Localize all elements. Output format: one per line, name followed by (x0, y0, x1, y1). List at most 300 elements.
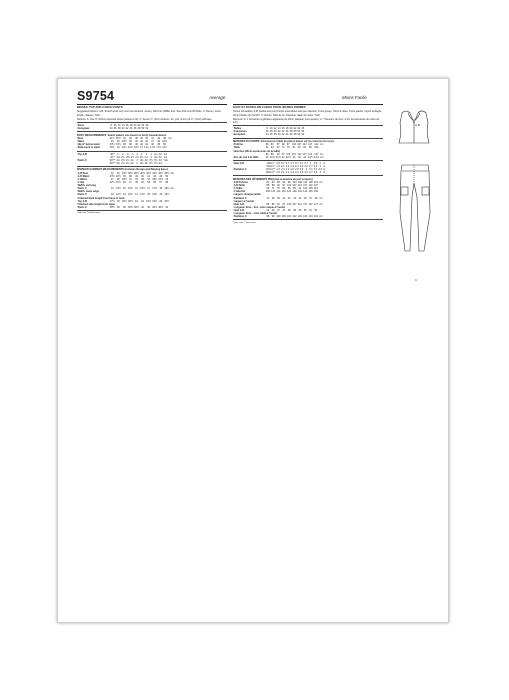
table-cell: m (323, 171, 326, 175)
table-cell: 102 (286, 152, 291, 156)
table-cell: 37 (151, 140, 154, 144)
table-cell: 3,3 (318, 168, 322, 172)
table-cell: 3½ (149, 161, 153, 165)
table-cell: 17 (147, 187, 150, 191)
table-cell: 40½ (158, 205, 164, 209)
table-cell: ¾ (121, 152, 125, 156)
table-cell: 39½ (127, 205, 133, 209)
table-cell: 31½ (109, 137, 115, 141)
table-cell: 15½ (127, 187, 133, 191)
table-cell: 41 (282, 196, 286, 200)
table-cell: 2,1 (281, 164, 285, 168)
fabrics-text: Suggested Fabrics: A,B: Stretch knits only such as Interlock, Jersey, Rib Knit, Waffle Knit. See Pick-A-Knit® Rule. C: Denim, Linen, Poplin, Sateen, Twill. (77, 110, 222, 117)
table-cell: 99 (271, 215, 275, 219)
mesures-corps-table (233, 143, 324, 158)
table-cell: 71 (281, 146, 285, 150)
table-cell: cm (319, 215, 323, 219)
table-cell: 3 (319, 171, 321, 175)
table-cell: 50 (163, 143, 167, 147)
table-cell: 36 (129, 137, 132, 141)
table-cell: 2⅝ (135, 155, 139, 159)
table-cell: cm (319, 152, 324, 156)
row-label: Waist (77, 140, 85, 144)
table-cell: 39½ (152, 178, 158, 181)
table-cell: 39½ (134, 205, 139, 209)
table-cell: 69 (266, 187, 270, 191)
table-cell: 104 (308, 215, 313, 219)
table-cell: 2,3 (290, 171, 294, 175)
table-cell: 87 (276, 143, 280, 147)
table-cell: 0,7 (299, 161, 304, 165)
table-cell: 16 (116, 146, 120, 150)
table-cell: 46 (151, 143, 154, 147)
table-cell: 17¼ (144, 146, 149, 150)
table-row (77, 206, 175, 209)
table-cell: 34½ (121, 171, 127, 175)
table-cell: 27 (110, 178, 114, 181)
table-cell: 2,2 (276, 168, 280, 172)
table-cell: 107 (292, 202, 297, 206)
table-cell: 48 (287, 208, 291, 212)
table-cell: 107 (297, 143, 302, 147)
row-label: C Hanche (233, 190, 246, 194)
table-cell: 15½ (109, 146, 115, 150)
table-cell: 2½ (121, 161, 125, 165)
table-cell: 1 (145, 152, 148, 156)
table-cell: 2,2 (285, 171, 290, 175)
table-cell: 108 (265, 190, 270, 194)
table-cell: 115cm* (266, 161, 275, 165)
difficulty-level-french: Moins Facile (342, 95, 367, 100)
table-cell: 3½ (149, 158, 153, 162)
table-cell: 0,7 (281, 161, 285, 165)
table-cell: 2,4 (281, 168, 285, 172)
table-cell: 2,4 (295, 171, 299, 175)
row-label: Finished back length from base of neck (77, 196, 125, 200)
table-cell: 150 (313, 190, 319, 194)
row-label: Longueur finie – côté, taille à l'ourlet (233, 212, 277, 216)
table-cell: 94 (303, 146, 307, 150)
table-cell: 3 (305, 168, 307, 172)
row-label: Top A,B (77, 152, 87, 156)
table-cell: 85 (287, 187, 291, 191)
metrage-table (233, 162, 326, 174)
table-cell: 15 (122, 187, 126, 191)
table-cell: 101 (287, 215, 292, 219)
table-cell: 39 (116, 205, 120, 209)
row-label: Pantalon C (233, 215, 247, 219)
table-cell: 37 (147, 178, 150, 181)
row-label (77, 162, 109, 165)
table-cell: 48 (314, 196, 318, 200)
table-cell: ins. (163, 152, 168, 156)
table-row (77, 146, 173, 149)
table-cell: 93 (282, 181, 286, 185)
table-cell: 98 (266, 215, 270, 219)
table-cell: 47 (309, 196, 312, 200)
table-cell: 48 (159, 174, 163, 178)
notions-text: Notions: A: One 9" (23cm) exposed zipper (adjust to fit). C: Seven ¾" (2cm) buttons, 2¼ yds. (2.1m) of ¼" (1cm) twill tape. (77, 117, 213, 121)
table-cell: 16¼ (121, 146, 127, 150)
tissus-text: Tissus Conseillés: A,B: Seulement pour tricots extensibles tels que interlock, Tricot jersey, Tricot à côtes, Tricot gaufré. Voyez la Règle-Pour-Choisir-Un-Tricot®. C: Denim, Toile de lin, Popeline, Satin de coton, Twill. (233, 110, 382, 117)
table-cell: 55 (153, 181, 157, 185)
table-cell: 0,7 (285, 161, 290, 165)
table-cell: 16 (159, 193, 163, 197)
table-cell: 103 (292, 181, 297, 185)
table-cell: 16½ (127, 146, 133, 150)
table-cell: 41 (165, 205, 169, 209)
table-cell: 34 (145, 140, 148, 144)
table-cell: 19½ (146, 199, 152, 203)
table-cell: 112 (297, 202, 302, 206)
table-cell: 20½ (164, 199, 170, 203)
table-cell: 17½ (156, 146, 162, 150)
row-label: Haut A,B (233, 161, 245, 165)
table-cell: 2,6 (304, 171, 308, 175)
table-cell: 40 (140, 137, 143, 141)
table-cell: 124 (287, 190, 292, 194)
table-cell: 44 (145, 143, 148, 147)
table-cell: 40½ (152, 205, 158, 209)
table-cell: 140 (303, 190, 308, 194)
table-cell: 39 (277, 196, 280, 200)
table-cell: 1 (310, 161, 312, 165)
table-cell: 2,3 (290, 164, 294, 168)
table-cell: 42½ (109, 181, 115, 185)
table-cell: 48 (163, 137, 167, 141)
row-label: Back-neck to waist (77, 146, 101, 150)
table-cell: 150cm* (266, 164, 275, 168)
table-cell: 50 (298, 208, 302, 212)
table-cell: 0,6 (276, 161, 280, 165)
table-cell: 2,4 (295, 164, 299, 168)
table-row (233, 215, 323, 218)
table-cell: 51 (309, 208, 312, 212)
row-label: Top A,B (77, 199, 87, 203)
table-cell: 28 (129, 140, 132, 144)
table-cell: 112 (297, 152, 302, 156)
view-label-top: A,B (415, 123, 420, 127)
table-cell: 106 (314, 146, 319, 150)
table-cell: 3¼ (144, 158, 149, 162)
table-cell: 2¾ (125, 161, 130, 165)
table-cell: 18 (116, 199, 120, 203)
table-cell: 42 (145, 137, 148, 141)
row-label: Longueur finie – dos, votre nuque à l'ourlet (233, 205, 285, 209)
table-cell: 61 (265, 146, 269, 150)
table-cell: 43½ (115, 181, 121, 185)
french-title: HAUT ET PANTALON CARGO POUR JEUNES FEMMES (233, 105, 306, 110)
table-cell: 3⅛ (139, 161, 144, 165)
table-cell (168, 146, 173, 149)
table-cell: 17¾ (162, 146, 168, 150)
table-cell: 92 (276, 152, 280, 156)
top-drawing (399, 111, 429, 143)
pattern-envelope-back (57, 78, 449, 623)
mercerie-text: Mercerie: A: 1 fermeture à glissière apparente de 23cm (adapter pour ajuster). C: 7 boutons de 2cm, 2,1m de faveurette de coton de 1cm. (233, 117, 380, 124)
table-cell: 46 (303, 196, 307, 200)
table-cell: 117 (302, 152, 307, 156)
table-cell: 100 (281, 215, 286, 219)
table-cell: 40 (135, 143, 138, 147)
table-cell: 35 (141, 178, 144, 181)
table-cell: 40 (141, 205, 144, 209)
table-cell: 42 (281, 155, 285, 159)
table-cell: 102 (297, 215, 302, 219)
table-cell: 3⅛ (153, 155, 158, 159)
table-cell: 16 (135, 187, 138, 191)
row-label: Width, lower edge (77, 190, 99, 194)
table-cell: 16½ (164, 193, 170, 197)
table-cell: 44 (297, 155, 301, 159)
table-cell: 1 (319, 161, 321, 165)
table-cell: 87 (297, 146, 301, 150)
table-cell: ins. (163, 155, 168, 159)
tailles-table: Tailles 8 10 12 14 16 18 20 22 24 26 Françaises 36 38 40 42 44 46 48 50 52 54 Européen 34 36 38 40 42 44 46 48 50 52 (233, 127, 305, 137)
table-cell: 89 (293, 187, 296, 191)
table-cell: 1⅛ (153, 152, 158, 156)
row-label: A,B Taille (233, 184, 245, 188)
row-label: Pantalon C (233, 196, 247, 200)
table-cell: 33 (135, 178, 138, 181)
finished-measurements-title: FINISHED GARMENT MEASUREMENTS (includes Design and Wearing Ease) (77, 168, 168, 172)
table-cell: 41,5 (275, 155, 281, 159)
table-cell: 102 (292, 215, 297, 219)
table-cell: 47 (277, 208, 280, 212)
table-cell: 38 (129, 174, 132, 178)
table-cell: 3¼ (158, 155, 163, 159)
table-cell: 12½ (115, 193, 121, 197)
table-cell: 38 (135, 137, 138, 141)
row-label (233, 171, 265, 174)
table-cell: 97 (282, 184, 286, 188)
table-cell: 18 (159, 187, 163, 191)
table-cell: 38 (271, 196, 275, 200)
table-cell: 30 (135, 140, 138, 144)
size-row: Sizes 8 10 12 14 16 18 20 22 24 26 (77, 124, 149, 128)
table-cell: 40,5 (269, 155, 275, 159)
table-cell: 45 (122, 181, 126, 185)
table-cell: 44 (266, 208, 270, 212)
table-cell: 38½ (109, 205, 115, 209)
table-cell: 1 (150, 152, 152, 156)
table-cell: 114 (276, 190, 281, 194)
table-cell: 2¼ (116, 161, 121, 165)
table-cell: 33½ (109, 174, 115, 178)
row-label: Dos du cou à la taille (233, 155, 259, 159)
table-cell: 0,7 (304, 161, 308, 165)
table-cell: 71 (271, 187, 275, 191)
table-cell: 46½ (158, 171, 164, 175)
table-cell: 2¼ (116, 158, 121, 162)
row-label: Hanches (23cm au-dessous de la taille) (233, 149, 281, 153)
table-cell: 28 (116, 178, 120, 181)
table-cell: 14½ (140, 193, 145, 197)
table-cell: m (323, 161, 326, 165)
row-label: C Taille (233, 187, 243, 191)
table-cell: 36 (122, 174, 126, 178)
table-cell: 80 (265, 143, 269, 147)
table-cell: 0,7 (295, 161, 299, 165)
table-cell: 50 (303, 208, 307, 212)
table-cell: 2¼ (121, 155, 125, 159)
table-cell: 44,5 (307, 155, 313, 159)
table-cell: 64 (270, 146, 274, 150)
technical-drawings (388, 101, 443, 301)
table-cell: 100 (276, 215, 281, 219)
table-cell: 3½ (153, 158, 158, 162)
table-cell: 102 (287, 184, 292, 188)
table-cell: 48½ (164, 171, 170, 175)
table-cell: 3 (319, 164, 321, 168)
table-cell: cm (319, 181, 323, 185)
table-cell: 122 (308, 184, 313, 188)
row-label: Bust (77, 137, 84, 141)
table-cell: 97 (281, 152, 285, 156)
table-cell: 20 (159, 199, 163, 203)
table-cell: 41½ (158, 178, 164, 181)
table-cell: 37 (266, 196, 270, 200)
table-cell: 3,1 (309, 168, 313, 172)
table-cell: 34½ (115, 174, 121, 178)
table-cell: 32 (110, 171, 114, 175)
table-cell: 47 (282, 208, 286, 212)
table-cell: ⅞ (135, 152, 139, 156)
body-measurements-table (77, 137, 173, 149)
table-cell: 43 (293, 196, 296, 200)
row-label: Largeur, chaque jambe (233, 193, 261, 197)
table-cell: 2⅞ (144, 155, 149, 159)
table-cell: 88 (277, 181, 280, 185)
table-cell: 2½ (130, 155, 135, 159)
table-cell: 2,7 (309, 164, 313, 168)
table-cell: 102 (287, 202, 292, 206)
table-cell: 32½ (115, 137, 121, 141)
table-cell: 33½ (109, 143, 115, 147)
table-cell: 0,8 (313, 161, 318, 165)
table-cell: 51 (141, 181, 144, 185)
table-cell: ins. (170, 171, 175, 175)
table-cell: 38½ (134, 171, 139, 175)
table-cell: 44 (298, 196, 302, 200)
table-cell: 34½ (115, 143, 121, 147)
row-label: Taille (233, 146, 240, 150)
table-cell: ins. (168, 137, 173, 141)
table-cell: 0,7 (290, 161, 294, 165)
table-cell: cm (319, 202, 323, 206)
table-cell (163, 162, 169, 165)
table-cell: 2,0 (276, 164, 280, 168)
table-cell: 13½ (127, 193, 133, 197)
table-cell: 122 (308, 202, 313, 206)
table-cell: 39 (122, 205, 126, 209)
table-cell: 3⅛ (139, 158, 144, 162)
english-column (77, 103, 227, 216)
table-cell: Yds. (163, 158, 169, 162)
table-cell: cm (319, 155, 324, 159)
table-cell: 60"** (109, 161, 116, 165)
table-cell: 17½ (109, 199, 115, 203)
table-cell: 25 (116, 140, 120, 144)
pattern-number: S9754 (77, 89, 115, 103)
table-row (77, 162, 169, 165)
table-cell: 122 (314, 143, 319, 147)
row-label: A,B Bust (77, 171, 89, 175)
table-cell: 117 (303, 184, 308, 188)
table-cell: 40"* (110, 152, 115, 156)
table-cell: 105 (308, 187, 313, 191)
table-cell: 46 (157, 137, 161, 141)
table-cell: 42 (141, 174, 144, 178)
table-cell: 85 (266, 184, 270, 188)
european-size-row: European 34 36 38 40 42 44 46 48 50 52 (77, 127, 149, 131)
table-cell: 2,6 (304, 164, 308, 168)
table-cell: 123 (313, 181, 319, 185)
row-label: Pants C (77, 193, 87, 197)
table-cell: 50 (165, 174, 169, 178)
table-cell: 99 (308, 146, 312, 150)
table-cell: 16¾ (134, 146, 139, 150)
table-cell: 2,5 (299, 164, 304, 168)
table-cell: 29½ (121, 178, 127, 181)
table-cell: 42½ (146, 171, 152, 175)
table-cell: 43 (165, 178, 169, 181)
yardage-table (77, 153, 169, 165)
table-cell: 43 (292, 155, 296, 159)
table-cell: 36 (122, 143, 126, 147)
table-cell: 1⅛ (158, 152, 163, 156)
table-cell: 3 (150, 155, 152, 159)
table-cell: 104 (313, 215, 319, 219)
table-cell: 83 (270, 143, 274, 147)
size-table (77, 124, 149, 130)
table-cell: 48 (157, 143, 161, 147)
row-label: C Waist (77, 178, 87, 181)
table-cell: 14½ (115, 187, 121, 191)
table-cell: ins. (170, 187, 175, 191)
table-cell: 3⅝ (158, 161, 163, 165)
table-cell: 43 (287, 196, 291, 200)
table-cell: 2¾ (139, 155, 144, 159)
table-cell: 40 (135, 174, 138, 178)
table-cell: 3¼ (144, 161, 149, 165)
english-title: MISSES' TOP AND CARGO PANTS (77, 105, 123, 110)
table-cell: 80 (282, 187, 286, 191)
table-cell: 44½ (152, 171, 158, 175)
table-cell: 2,7 (309, 171, 313, 175)
table-cell: 42,5 (285, 155, 291, 159)
table-cell: 85 (266, 202, 270, 206)
table-cell: 97 (282, 202, 286, 206)
view-label-pants: C (415, 278, 418, 282)
french-footnote: *avec sens **sans sens (233, 221, 256, 224)
table-cell: 107 (292, 184, 297, 188)
table-cell: 117 (308, 143, 313, 147)
table-cell: 15 (147, 193, 150, 197)
table-cell: 2¾ (130, 158, 135, 162)
table-cell: 81 (292, 146, 296, 150)
footnote: *with nap **without nap (77, 212, 100, 215)
table-cell: 2,6 (290, 168, 294, 172)
table-cell: ¾ (117, 152, 120, 156)
french-column (233, 103, 383, 225)
table-cell: 36½ (127, 171, 133, 175)
table-cell: 44,5 (313, 155, 319, 159)
table-row (233, 156, 324, 159)
table-cell: 14 (110, 187, 114, 191)
table-cell: 18½ (121, 199, 127, 203)
table-cell: 102 (291, 143, 297, 147)
